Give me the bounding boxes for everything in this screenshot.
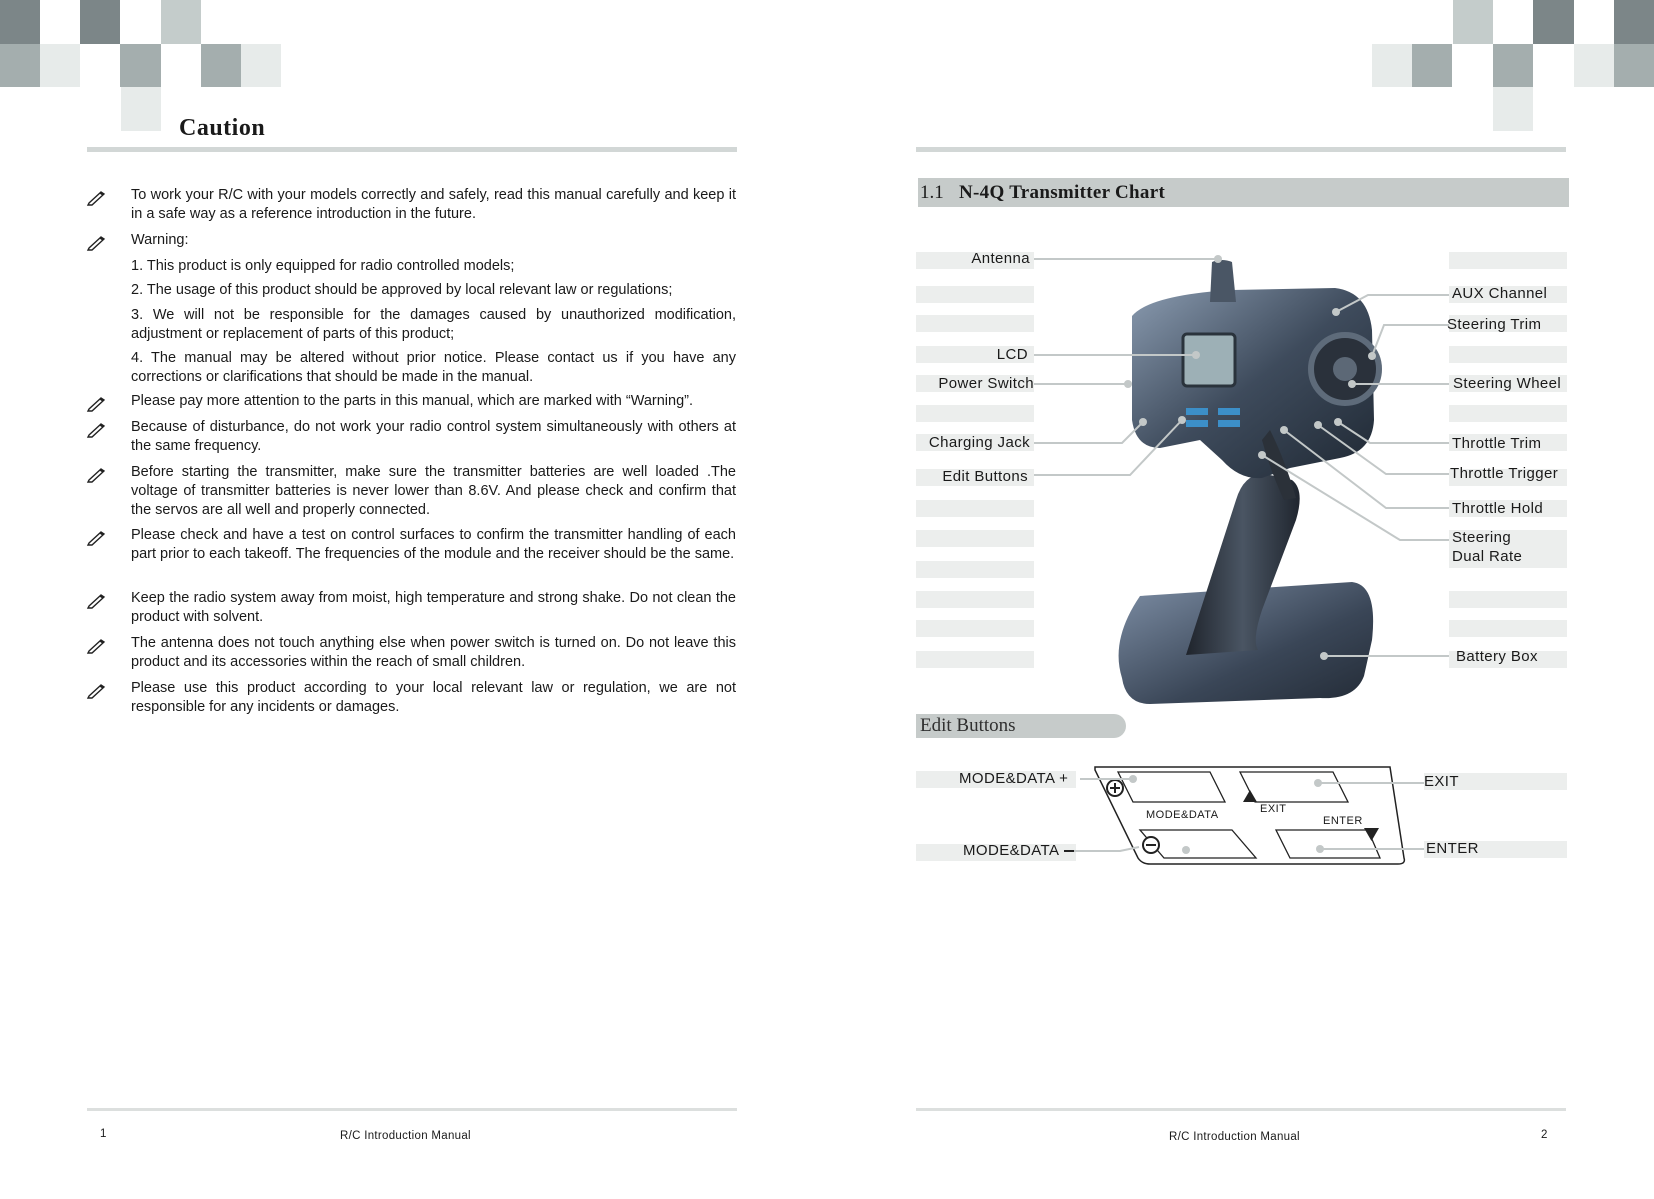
exit-key (1240, 772, 1348, 802)
down-arrow-icon (1364, 828, 1379, 841)
warning-item: 1. This product is only equipped for radio controlled models; (131, 258, 515, 274)
edit-buttons-title: Edit Buttons (920, 715, 1016, 736)
panel-enter-text: ENTER (1323, 815, 1363, 827)
minus-icon (1143, 837, 1159, 853)
caution-item: Before starting the transmitter, make sure the transmitter batteries are well loaded .The voltage of transmitter batteries is never lower than 8.6V. And please check and confirm that the servos are all well and properly connected. (131, 464, 736, 518)
page-number: 2 (1541, 1129, 1548, 1141)
page-number: 1 (100, 1128, 107, 1140)
caution-item: To work your R/C with your models correctly and safely, read this manual carefully and keep it in a safe way as a reference introduction in the future. (131, 187, 736, 222)
label-power-switch: Power Switch (938, 375, 1034, 392)
label-steering-wheel: Steering Wheel (1453, 375, 1562, 392)
caution-item: Warning: (131, 232, 189, 248)
caution-item: Keep the radio system away from moist, high temperature and strong shake. Do not clean the product with solvent. (131, 590, 736, 625)
label-antenna: Antenna (971, 250, 1030, 267)
label-steering-trim: Steering Trim (1447, 316, 1542, 333)
label-charging-jack: Charging Jack (928, 434, 1030, 451)
label-throttle-trim: Throttle Trim (1452, 435, 1542, 452)
label-aux-channel: AUX Channel (1452, 285, 1548, 302)
label-lcd: LCD (996, 346, 1028, 363)
up-arrow-icon (1243, 790, 1257, 802)
label-mode-data-minus: MODE&DATA (963, 842, 1060, 859)
label-mode-data-plus: MODE&DATA + (959, 770, 1069, 787)
page-title: Caution (179, 115, 266, 141)
plus-icon (1107, 780, 1123, 796)
label-battery-box: Battery Box (1456, 648, 1538, 665)
warning-item: 2. The usage of this product should be approved by local relevant law or regulations; (131, 282, 673, 298)
panel-exit-text: EXIT (1260, 803, 1287, 815)
enter-key (1276, 830, 1380, 858)
section-number: 1.1 (920, 182, 944, 203)
label-throttle-hold: Throttle Hold (1452, 500, 1544, 517)
label-steering-dual-rate-line2: Dual Rate (1452, 548, 1523, 565)
caution-item: The antenna does not touch anything else when power switch is turned on. Do not leave this product and its accessories within the reach of small children. (131, 635, 736, 670)
caution-item: Because of disturbance, do not work your radio control system simultaneously with others at the same frequency. (131, 419, 736, 454)
panel-mode-data-text: MODE&DATA (1146, 809, 1219, 821)
footer-rule (916, 1108, 1566, 1111)
section-title: N-4Q Transmitter Chart (959, 182, 1166, 203)
label-exit: EXIT (1424, 773, 1459, 790)
label-enter: ENTER (1426, 840, 1479, 857)
warning-item: 3. We will not be responsible for the damages caused by unauthorized modification, adjustment or replacement of parts of this product; (131, 307, 736, 342)
label-steering-dual-rate-line1: Steering (1452, 529, 1512, 546)
label-edit-buttons: Edit Buttons (942, 468, 1028, 485)
caution-item: Please use this product according to your local relevant law or regulation, we are not responsible for any incidents or damages. (131, 680, 736, 715)
footer-manual-name: R/C Introduction Manual (340, 1130, 471, 1142)
warning-item: 4. The manual may be altered without prior notice. Please contact us if you have any corrections or clarifications that should be made in the manual. (131, 350, 736, 385)
caution-item: Please check and have a test on control surfaces to confirm the transmitter handling of each part prior to each takeoff. The frequencies of the module and the receiver should be the same. (131, 527, 736, 562)
label-throttle-trigger: Throttle Trigger (1450, 465, 1559, 482)
caution-item: Please pay more attention to the parts in this manual, which are marked with “Warning”. (131, 393, 694, 409)
footer-manual-name: R/C Introduction Manual (1169, 1131, 1300, 1143)
